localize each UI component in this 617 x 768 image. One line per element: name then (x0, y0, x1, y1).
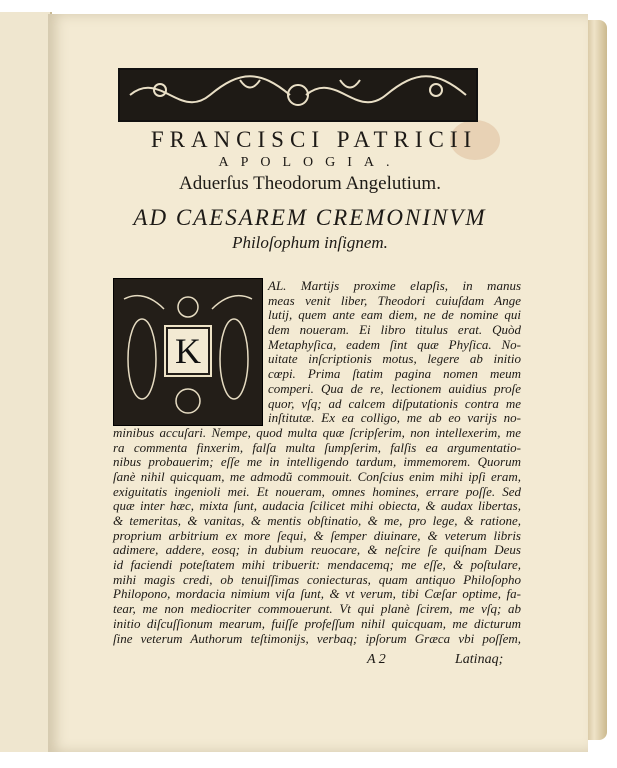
text-line-content: ſanè nihil quicquam, me admodũ commouit. Conſcius enim mihi ipſi eram, (113, 468, 521, 484)
text-line-content: minibus accuſari. Nempe, quod multa quæ ſcripſerim, non intellexerim, me (113, 424, 521, 440)
text-line (113, 426, 521, 441)
text-line-content: quæ inter hæc, mixta ſunt, audacia ſcilicet mihi obiecta, & audax libertas, (113, 498, 521, 514)
catchword: Latinaq; (455, 652, 504, 667)
text-line (113, 485, 521, 500)
text-line (113, 543, 521, 558)
text-line (268, 367, 521, 382)
text-line-content: Metaphyſica, eadem ſint quæ Phyſica. No- (268, 336, 521, 352)
text-line (113, 617, 521, 632)
woodcut-headpiece (118, 68, 478, 122)
facing-page-edge (0, 12, 52, 752)
text-line (268, 397, 521, 412)
text-line (113, 602, 521, 617)
text-line-content: mihi magis credi, ob tenuiſſimas coniecturas, quam antiquo Philoſopho (113, 571, 521, 587)
dedication-heading: AD CAESAREM CREMONINVM (133, 205, 487, 230)
text-line (113, 573, 521, 588)
work-title: APOLOGIA. (218, 155, 402, 170)
text-line-content: id faciendi poteſtatem mihi tribuerit: mendacemq; me eſſe, & poſtulare, (113, 557, 521, 573)
text-line (113, 455, 521, 470)
text-line-content: AL. Martijs proxime elapſis, in manus (268, 278, 521, 293)
text-line-content: ra commenta finxerim, falſa multa ſumpſerim, falſis ea argumentatio- (113, 439, 521, 455)
text-line-content: dem noueram. Ei libro titulus erat. Quòd (268, 322, 521, 338)
text-line-content: initio diſcuſſionum mearum, fuiſſe profeſſum nihil quicquam, me dicturum (113, 615, 521, 631)
text-line (268, 294, 521, 309)
text-line (268, 352, 521, 367)
body-text (113, 279, 521, 646)
signature-mark: A 2 (367, 652, 386, 667)
text-line-content: lutij, quem ante eam diem, ne de nomine qui (268, 307, 521, 323)
text-line (113, 470, 521, 485)
text-line (113, 558, 521, 573)
initial-letter: K (166, 327, 210, 375)
text-line (113, 514, 521, 529)
work-subtitle: Aduerſus Theodorum Angelutium. (179, 173, 441, 194)
author-title: FRANCISCI PATRICII (150, 127, 478, 152)
text-line-content: & temeritas, & vanitas, & mentis obſtinatio, & me, pro lege, & ratione, (113, 513, 521, 528)
dedication-subheading: Philoſophum inſignem. (232, 233, 388, 252)
text-line (113, 441, 521, 456)
text-line (268, 323, 521, 338)
text-line-content: adimere, addere, eosq; in dubium reuocare, & neſcire ſe quiſnam Deus (113, 542, 521, 558)
text-line (268, 279, 521, 294)
text-line-content: quor, vſq; ad calcem diſputationis contra me (268, 395, 521, 411)
text-line-content: ſine veterum Authorum teſtimonijs, verbaq; ipſorum Græca vbi poſſem, (113, 630, 521, 646)
text-line (268, 338, 521, 353)
text-line (268, 382, 521, 397)
text-line-content: exiguitatis ingenioli mei. Et noueram, omnes homines, errare poſſe. Sed (113, 483, 521, 499)
text-line-content: comperi. Qua de re, lectionem auidius proſe (268, 380, 521, 396)
text-line (113, 587, 521, 602)
text-line-content: nibus probauerim; eſſe me in intelligendo tardum, immemorem. Quorum (113, 454, 521, 470)
text-line-content: cœpi. Prima ſtatim pagina nomen meum (268, 366, 521, 382)
text-line-content: tear, me non mediocriter commouerunt. Vt qui planè ſcirem, me vſq; ab (113, 601, 521, 617)
text-line-content: inſtitutæ. Ex ea colligo, me ab eo varijs no- (268, 410, 521, 426)
text-line (268, 308, 521, 323)
text-line-content: Philopono, mordacia nimium viſa ſunt, & vt verum, tibi Cæſar optime, fa- (113, 586, 521, 602)
text-line-content: uitate inſcriptionis motus, legere ab initio (268, 351, 521, 367)
text-line-content: proprium arbitrium ex more ſequi, & ſemper diuinare, & veterum libris (113, 527, 521, 543)
text-line-content: meas venit liber, Theodori cuiuſdam Ange (268, 292, 521, 308)
text-line (268, 411, 521, 426)
text-line (113, 632, 521, 647)
text-line (113, 499, 521, 514)
text-line (113, 529, 521, 544)
